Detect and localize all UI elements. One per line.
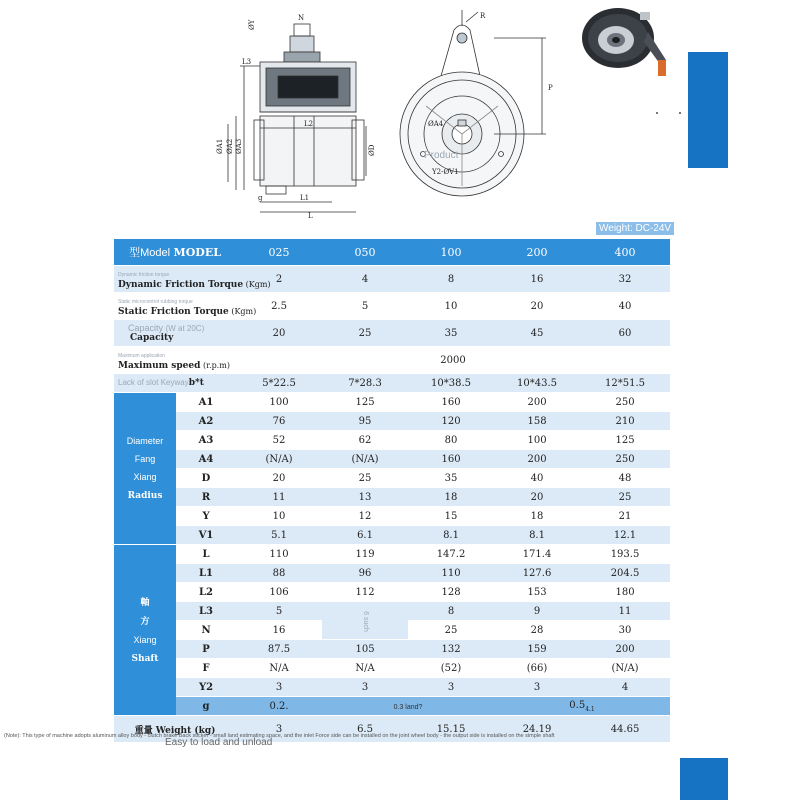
table-row: [114, 545, 670, 564]
sub-label: R: [176, 488, 236, 507]
table-header-row: [114, 239, 670, 266]
table-row: [114, 602, 670, 621]
cell: 105: [322, 640, 408, 659]
table-row: [114, 347, 670, 374]
front-view-drawing: [396, 6, 566, 206]
cell: 125: [322, 393, 408, 412]
sub-label: A4: [176, 450, 236, 469]
table-row: [114, 266, 670, 293]
cell: 48: [580, 469, 670, 488]
cell: 11: [236, 488, 322, 507]
cell: 4: [322, 266, 408, 293]
table-row: [114, 640, 670, 659]
dim-label-r: R: [480, 12, 486, 20]
cell: 80: [408, 431, 494, 450]
sub-label: g: [176, 697, 236, 716]
header-model: 400: [580, 239, 670, 266]
cell: (N/A): [322, 450, 408, 469]
cell: 110: [408, 564, 494, 583]
dim-label-a3: ØA3: [235, 138, 243, 154]
cell: 204.5: [580, 564, 670, 583]
cell: 8: [408, 266, 494, 293]
dim-label-a1: ØA1: [216, 138, 224, 154]
sub-label: N: [176, 621, 236, 640]
cell: 20: [494, 488, 580, 507]
cell: 32: [580, 266, 670, 293]
cell: 125: [580, 431, 670, 450]
table-row: [114, 431, 670, 450]
dim-label-d: ØD: [368, 144, 376, 156]
table-row: [114, 659, 670, 678]
cell: 0.2.: [236, 697, 322, 716]
sub-label: L2: [176, 583, 236, 602]
cell: 120: [408, 412, 494, 431]
cell: 159: [494, 640, 580, 659]
cell: 25: [322, 320, 408, 347]
cell: 158: [494, 412, 580, 431]
cell: 112: [322, 583, 408, 602]
dim-label-l: L: [308, 212, 313, 220]
side-view-drawing: [214, 6, 384, 220]
cell: 147.2: [408, 545, 494, 564]
cell: 106: [236, 583, 322, 602]
cell: 200: [580, 640, 670, 659]
cell: 2: [236, 266, 322, 293]
table-row: [114, 393, 670, 412]
diameter-group-label: Diameter Fang Xiang Radius: [114, 393, 176, 545]
cell: 24.19: [494, 716, 580, 743]
cell: 8.1: [408, 526, 494, 545]
cell: 4: [580, 678, 670, 697]
cell: 5*22.5: [236, 374, 322, 393]
footnote-easy: Easy to load and unload: [165, 737, 273, 748]
cell: 8.1: [494, 526, 580, 545]
row-label: Static microcontrol rubbing torque Static Friction Torque (Kgm): [114, 293, 236, 320]
header-model: 050: [322, 239, 408, 266]
sub-label: V1: [176, 526, 236, 545]
sub-label: Y: [176, 507, 236, 526]
table-row: [114, 450, 670, 469]
cell: 21: [580, 507, 670, 526]
cell: 3: [408, 678, 494, 697]
product-photo: [578, 2, 672, 84]
cell: 62: [322, 431, 408, 450]
dim-label-l1: L1: [300, 194, 310, 202]
cell: 18: [408, 488, 494, 507]
table-row: [114, 320, 670, 347]
cell: 10*43.5: [494, 374, 580, 393]
cell: 160: [408, 393, 494, 412]
cell: 35: [408, 320, 494, 347]
cell: 30: [580, 621, 670, 640]
cell: 160: [408, 450, 494, 469]
cell: 10: [408, 293, 494, 320]
cell: 10*38.5: [408, 374, 494, 393]
cell: 20: [236, 320, 322, 347]
cell: 40: [580, 293, 670, 320]
sub-label: D: [176, 469, 236, 488]
cell: 12*51.5: [580, 374, 670, 393]
cell: 15.15: [408, 716, 494, 743]
dot-1: [656, 112, 658, 114]
cell: (52): [408, 659, 494, 678]
dim-label-y2-v1: Y2-ØV1: [432, 168, 459, 176]
cell: 18: [494, 507, 580, 526]
dim-label-a4: ØA4: [428, 120, 444, 128]
cell: 96: [322, 564, 408, 583]
cell: 193.5: [580, 545, 670, 564]
sub-label: Y2: [176, 678, 236, 697]
weight-label: 重量 Weight (kg): [114, 716, 236, 743]
sub-label: L: [176, 545, 236, 564]
row-label: Lack of slot Keywayb*t: [114, 374, 236, 393]
sub-label: L1: [176, 564, 236, 583]
cell: 95: [322, 412, 408, 431]
cell: 60: [580, 320, 670, 347]
table-row-g: [114, 697, 670, 716]
header-model: 025: [236, 239, 322, 266]
cell: 0.3 land?: [322, 697, 494, 716]
sub-label: F: [176, 659, 236, 678]
table-row: [114, 469, 670, 488]
cell: N/A: [236, 659, 322, 678]
table-row: [114, 564, 670, 583]
dim-label-l3: L3: [242, 58, 252, 66]
cell: 52: [236, 431, 322, 450]
cell: $0.5_{4.1}$: [494, 697, 670, 716]
cell: 20: [494, 293, 580, 320]
sub-label: A3: [176, 431, 236, 450]
dim-label-y: ØY: [248, 19, 256, 30]
cell: 35: [408, 469, 494, 488]
table-row: [114, 583, 670, 602]
table-row: [114, 488, 670, 507]
sub-label: P: [176, 640, 236, 659]
cell: 250: [580, 450, 670, 469]
dim-label-p: P: [548, 84, 553, 92]
cell: 6.5: [322, 716, 408, 743]
blue-block-top-right: [688, 52, 728, 168]
cell: 3: [322, 678, 408, 697]
cell: 3: [494, 678, 580, 697]
table-row: [114, 678, 670, 697]
cell: 2.5: [236, 293, 322, 320]
cell: 153: [494, 583, 580, 602]
cell: 25: [322, 469, 408, 488]
cell: 100: [494, 431, 580, 450]
cell: 132: [408, 640, 494, 659]
cell: 5: [236, 602, 322, 621]
watermark-product: Product: [424, 150, 459, 161]
shaft-group-label: 軸 方 Xiang Shaft: [114, 545, 176, 716]
table-row: [114, 526, 670, 545]
cell: 5.1: [236, 526, 322, 545]
cell: (66): [494, 659, 580, 678]
cell: 25: [580, 488, 670, 507]
cell: 88: [236, 564, 322, 583]
cell: 45: [494, 320, 580, 347]
sub-label: A2: [176, 412, 236, 431]
cell: (N/A): [236, 450, 322, 469]
cell: 40: [494, 469, 580, 488]
cell: 128: [408, 583, 494, 602]
sub-label: A1: [176, 393, 236, 412]
cell: 13: [322, 488, 408, 507]
row-label: Maximum application Maximum speed (r.p.m): [114, 347, 236, 374]
cell: 16: [494, 266, 580, 293]
cell: 20: [236, 469, 322, 488]
cell: 15: [408, 507, 494, 526]
cell: 7*28.3: [322, 374, 408, 393]
header-model: 200: [494, 239, 580, 266]
row-label: Dynamic friction torque Dynamic Friction Torque (Kgm): [114, 266, 236, 293]
header-model: 100: [408, 239, 494, 266]
cell: 16: [236, 621, 322, 640]
blue-block-bottom-right: [680, 758, 728, 800]
weight-tag: Weight: DC-24V: [596, 222, 674, 235]
cell: 127.6: [494, 564, 580, 583]
cell: 3: [236, 678, 322, 697]
cell: 119: [322, 545, 408, 564]
table-row: [114, 412, 670, 431]
dim-label-n: N: [298, 14, 305, 22]
cell: 9: [494, 602, 580, 621]
cell: 110: [236, 545, 322, 564]
table-row: [114, 293, 670, 320]
row-label: Capacity (W at 20C) Capacity: [114, 320, 236, 347]
cell: 200: [494, 450, 580, 469]
cell: 87.5: [236, 640, 322, 659]
cell: 5: [322, 293, 408, 320]
cell: 44.65: [580, 716, 670, 743]
cell: 12.1: [580, 526, 670, 545]
table-row: [114, 374, 670, 393]
cell: 210: [580, 412, 670, 431]
cell: 6.1: [322, 526, 408, 545]
cell: 12: [322, 507, 408, 526]
dim-label-l2: L2: [304, 120, 314, 128]
sub-label: L3: [176, 602, 236, 621]
cell: 100: [236, 393, 322, 412]
cell: 250: [580, 393, 670, 412]
dot-2: [679, 112, 681, 114]
cell: 8: [408, 602, 494, 621]
cell: 28: [494, 621, 580, 640]
cell: 11: [580, 602, 670, 621]
cell: 76: [236, 412, 322, 431]
cell: 10: [236, 507, 322, 526]
cell: 25: [408, 621, 494, 640]
cell: N/A: [322, 659, 408, 678]
cell: 171.4: [494, 545, 580, 564]
dim-label-g: g: [258, 194, 263, 202]
cell: (N/A): [580, 659, 670, 678]
watermark-vertical-cell: 6 such: [322, 602, 408, 640]
cell: 180: [580, 583, 670, 602]
cell: 3: [236, 716, 322, 743]
table-row: [114, 507, 670, 526]
spec-table: [114, 239, 670, 743]
max-speed-value: 2000: [236, 347, 670, 374]
cell: 200: [494, 393, 580, 412]
footnote: (Note): This type of machine adopts aluminum alloy body - clutch brake Back sticker - small land estimating space, and the inlet Force side can be installed on the joint wheel body - the output side is installed on the simple shaft: [4, 733, 555, 739]
dim-label-a2: ØA2: [226, 138, 234, 154]
header-model-label: 型Model MODEL: [114, 239, 236, 266]
